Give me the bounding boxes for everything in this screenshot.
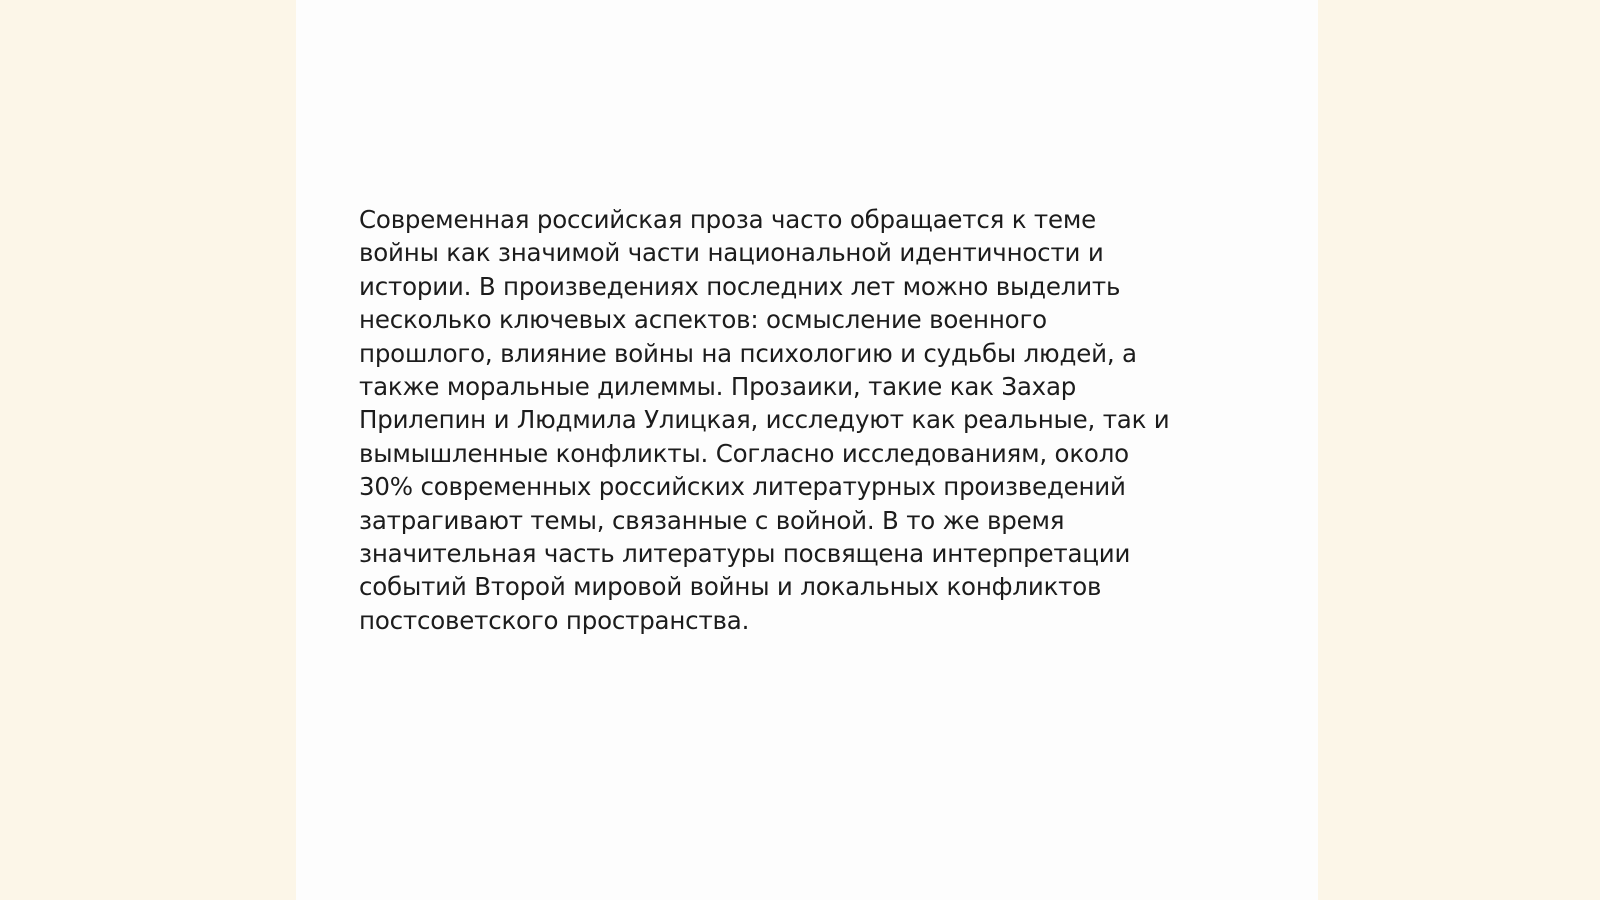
paragraph-line-1: Современная российская проза часто обращается к теме [359,205,1097,234]
paragraph-line-8: вымышленные конфликты. Согласно исследованиям, около [359,438,1129,468]
paragraph-line-5: прошлого, влияние войны на психологию и судьбы людей, а [359,338,1137,368]
paragraph-line-9: 30% современных российских литературных произведений [359,472,1126,502]
paragraph-line-11: значительная часть литературы посвящена интерпретации [359,539,1131,569]
paragraph-line-7: Прилепин и Людмила Улицкая, исследуют как реальные, так и [359,405,1170,435]
paragraph-line-3: истории. В произведениях последних лет можно выделить [359,271,1121,301]
paragraph-line-4: несколько ключевых аспектов: осмысление военного [359,305,1047,335]
paragraph-line-6: также моральные дилеммы. Прозаики, такие как Захар [359,372,1077,402]
paragraph-line-10: затрагивают темы, связанные с войной. В то же время [359,505,1065,535]
paragraph-line-12: событий Второй мировой войны и локальных конфликтов [359,572,1102,602]
right-margin-panel [1318,0,1600,900]
paragraph-line-2: войны как значимой части национальной идентичности и [359,238,1104,268]
slide-page [296,0,1318,900]
body-paragraph [359,203,1239,637]
left-margin-panel [0,0,296,900]
paragraph-line-13: постсоветского пространства. [359,605,750,635]
